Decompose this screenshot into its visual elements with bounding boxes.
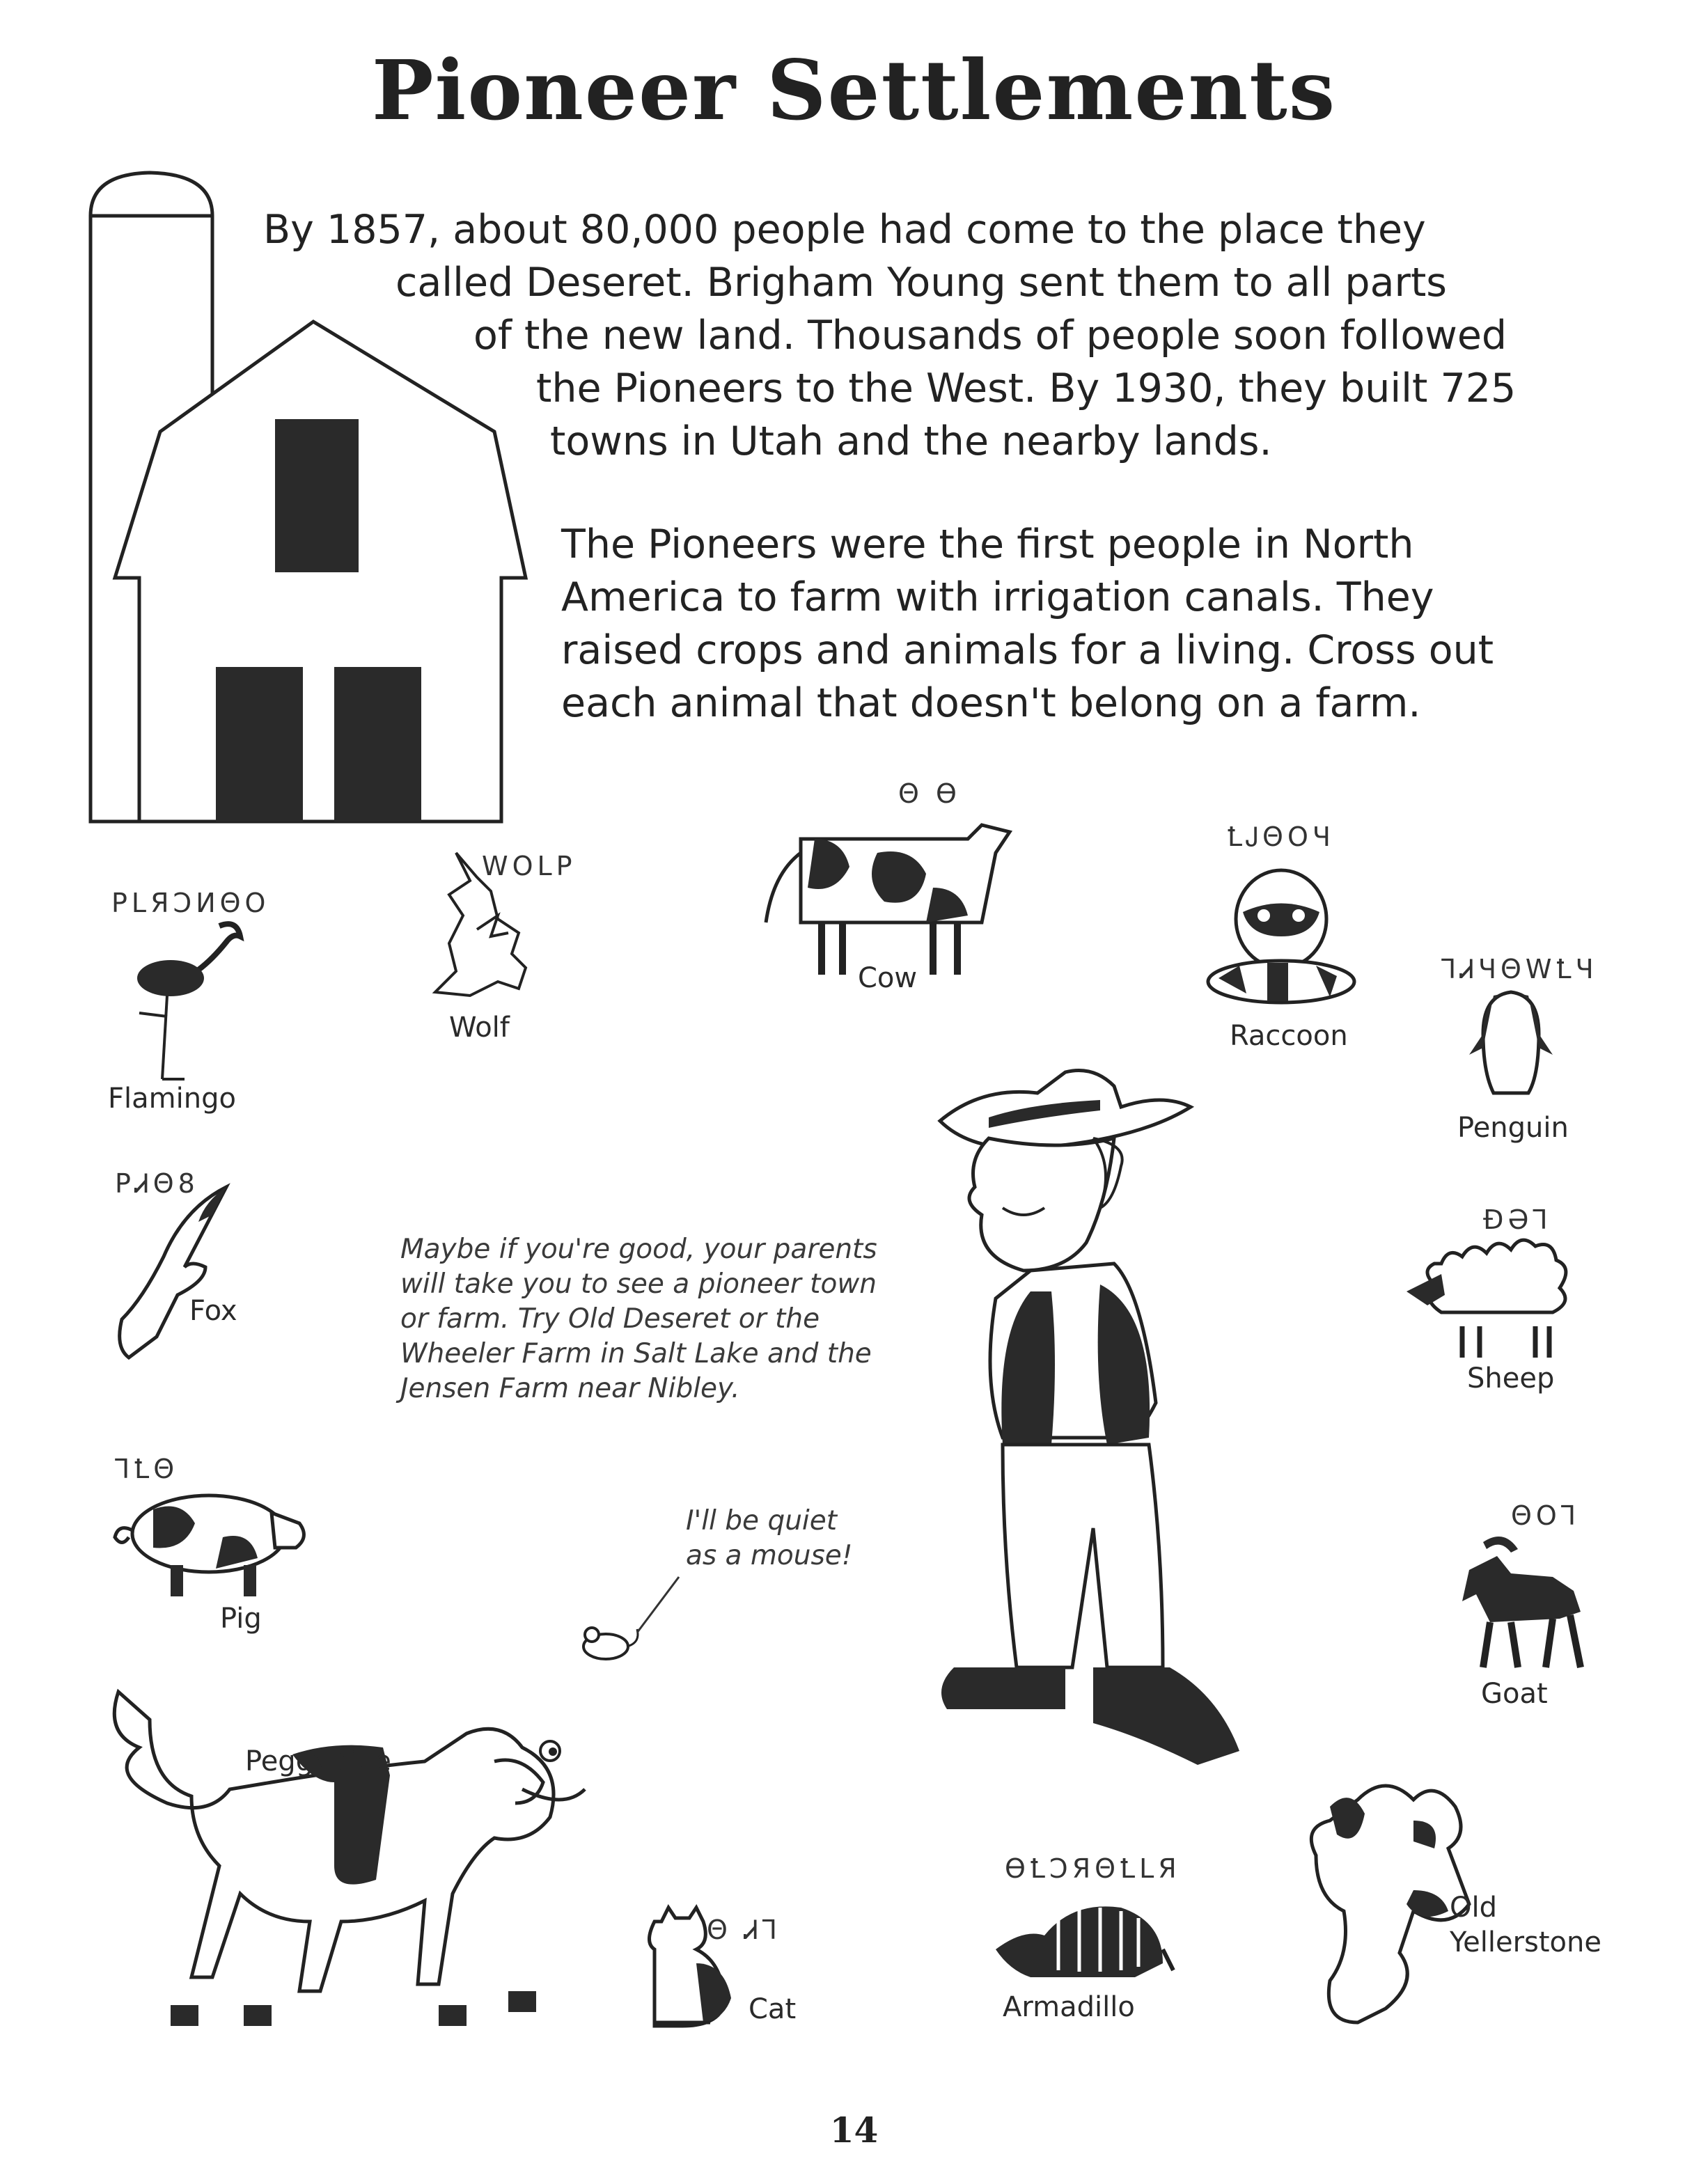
cat-label: Cat xyxy=(749,1993,797,2025)
page-title: Pioneer Settlements xyxy=(371,42,1337,139)
intro-paragraph-line: the Pioneers to the West. By 1930, they built 725 xyxy=(536,366,1517,411)
instructions-paragraph-line: each animal that doesn't belong on a farm. xyxy=(561,680,1421,726)
cat-deseret-label: Θ ᏗꞀ xyxy=(707,1915,781,1945)
old-yellerstone-label-line1: Old xyxy=(1450,1892,1497,1924)
sheep-icon[interactable] xyxy=(1400,1236,1588,1361)
flamingo-icon[interactable] xyxy=(129,912,247,1086)
flamingo-label: Flamingo xyxy=(108,1083,236,1115)
fox-icon[interactable] xyxy=(108,1180,233,1361)
armadillo-label: Armadillo xyxy=(1003,1991,1135,2023)
sheep-label: Sheep xyxy=(1467,1362,1555,1395)
old-yellerstone-label-line2: Yellerstone xyxy=(1450,1926,1601,1958)
wolf-deseret-label: WOLP xyxy=(482,851,577,881)
speech-bubble-line: Maybe if you're good, your parents xyxy=(400,1234,877,1265)
cow-icon[interactable] xyxy=(759,811,1024,978)
mouse-speech-line: as a mouse! xyxy=(686,1540,853,1571)
raccoon-deseret-label: ꝈᎫΘOЧ xyxy=(1227,822,1335,852)
fox-deseret-label: PᏗΘ8 xyxy=(115,1168,199,1199)
cow-label: Cow xyxy=(858,962,918,994)
armadillo-deseret-label: ƟꝈƆЯΘꝈLЯ xyxy=(1005,1853,1181,1884)
speech-bubble-line: Wheeler Farm in Salt Lake and the xyxy=(400,1338,872,1369)
cow-deseret-label: Θ Ɵ xyxy=(898,778,961,809)
penguin-icon[interactable] xyxy=(1462,989,1560,1100)
peggy-sue-label: Peggy Sue xyxy=(245,1745,391,1777)
armadillo-icon[interactable] xyxy=(989,1894,1177,1984)
speech-bubble-line: will take you to see a pioneer town xyxy=(400,1268,877,1300)
page-number: 14 xyxy=(829,2110,879,2151)
pig-deseret-label: ꞀꝈΘ xyxy=(115,1454,179,1484)
speech-bubble-line: or farm. Try Old Deseret or the xyxy=(400,1303,820,1335)
penguin-label: Penguin xyxy=(1457,1112,1569,1144)
raccoon-label: Raccoon xyxy=(1230,1020,1348,1052)
goat-deseret-label: ΘOꞀ xyxy=(1511,1500,1580,1531)
pig-label: Pig xyxy=(220,1603,262,1635)
sheep-deseret-label: ƉƏꞀ xyxy=(1483,1204,1552,1235)
wolf-icon[interactable] xyxy=(414,846,554,1013)
speech-bubble-line: Jensen Farm near Nibley. xyxy=(400,1373,740,1404)
horse-illustration[interactable] xyxy=(104,1685,620,2047)
goat-label: Goat xyxy=(1481,1678,1548,1710)
wolf-label: Wolf xyxy=(449,1012,510,1044)
instructions-paragraph-line: raised crops and animals for a living. Cross out xyxy=(561,627,1494,673)
intro-paragraph-line: By 1857, about 80,000 people had come to the place they xyxy=(263,207,1426,253)
intro-paragraph-line: of the new land. Thousands of people soon followed xyxy=(473,313,1507,359)
intro-paragraph-line: towns in Utah and the nearby lands. xyxy=(550,418,1272,464)
fox-label: Fox xyxy=(189,1295,237,1327)
mouse-speech-line: I'll be quiet xyxy=(686,1505,838,1537)
penguin-deseret-label: ꞀᏗЧΘWꝈЧ xyxy=(1441,954,1598,984)
pig-icon[interactable] xyxy=(111,1475,320,1600)
raccoon-icon[interactable] xyxy=(1201,867,1361,1006)
instructions-paragraph-line: America to farm with irrigation canals. They xyxy=(561,574,1434,620)
mouse-speech-pointer xyxy=(630,1570,686,1640)
cat-icon[interactable] xyxy=(648,1901,745,2033)
pioneer-man-illustration xyxy=(926,1062,1232,1772)
flamingo-deseret-label: PLЯƆИΘO xyxy=(111,888,270,918)
goat-icon[interactable] xyxy=(1455,1528,1595,1674)
instructions-paragraph-line: The Pioneers were the first people in North xyxy=(561,521,1414,567)
intro-paragraph-line: called Deseret. Brigham Young sent them to all parts xyxy=(395,260,1447,306)
